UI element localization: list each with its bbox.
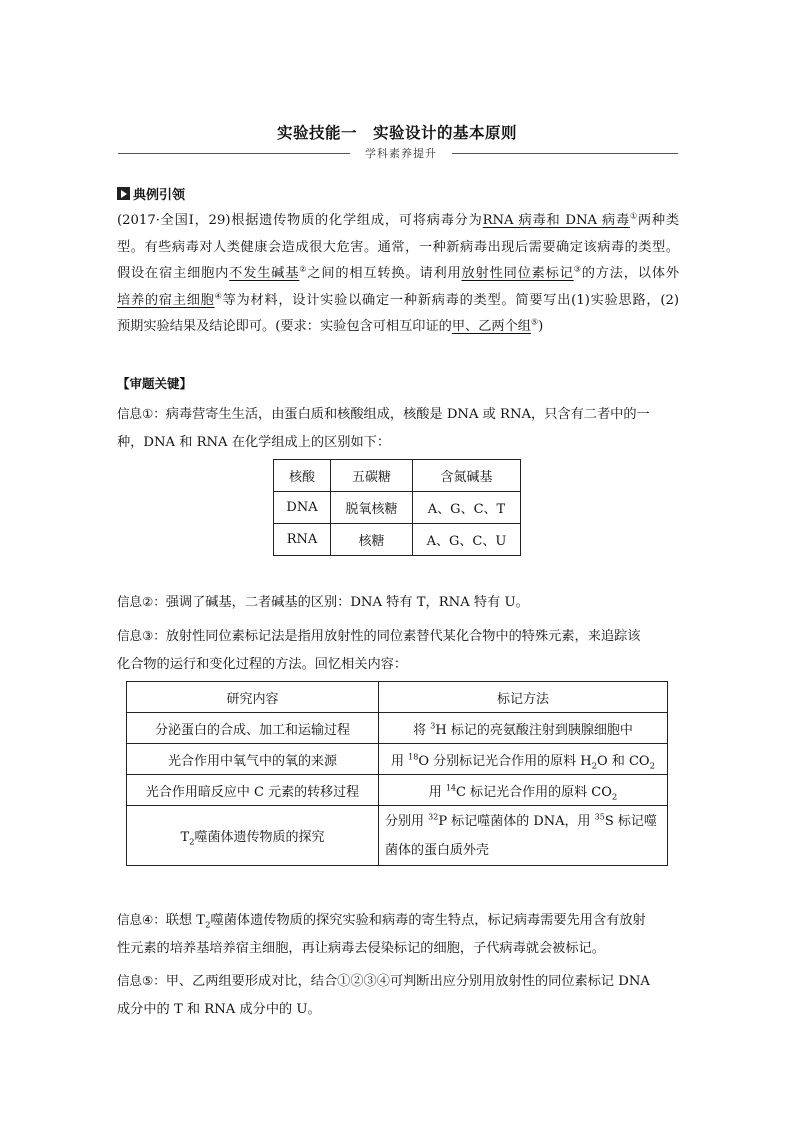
table-row: 光合作用暗反应中 C 元素的转移过程 用 $^{14}$C 标记光合作用的原料 $CO_2$ <box>127 775 668 806</box>
table-row: DNA 脱氧核糖 A、G、C、T <box>274 492 521 524</box>
table-row: 光合作用中氧气中的氧的来源 用 $^{18}$O 分别标记光合作用的原料 $H_2O$ 和 $CO_2$ <box>127 744 668 775</box>
divider-line-left <box>118 153 350 154</box>
info-1: 信息①：病毒营寄生生活，由蛋白质和核酸组成，核酸是 DNA 或 RNA，只含有二者中的一 种，DNA 和 RNA 在化学组成上的区别如下： <box>117 406 650 450</box>
table-header-row: 核酸 五碳糖 含氮碱基 <box>274 460 521 492</box>
isotope-labeling-table <box>126 681 668 866</box>
problem-line-4: 培养的宿主细胞④等为材料，设计实验以确定一种新病毒的类型。简要写出(1)实验思路，(2) <box>117 291 680 308</box>
info-3: 信息③：放射性同位素标记法是指用放射性的同位素替代某化合物中的特殊元素，来追踪该 化合物的运行和变化过程的方法。回忆相关内容： <box>117 628 641 672</box>
info-4: 信息④：联想 $T_2$噬菌体遗传物质的探究实验和病毒的寄生特点，标记病毒需要先用含有放射 性元素的培养基培养宿主细胞，再让病毒去侵染标记的细胞，子代病毒就会被标记。 <box>117 912 646 956</box>
nucleic-acid-table <box>273 459 521 556</box>
table-row: 分泌蛋白的合成、加工和运输过程 将 $^3$H 标记的亮氨酸注射到胰腺细胞中 <box>127 713 668 744</box>
subtitle: 学科素养提升 <box>365 147 437 160</box>
problem-line-3: 假设在宿主细胞内不发生碱基②之间的相互转换。请利用放射性同位素标记③的方法，以体外 <box>117 264 680 281</box>
problem-line-1: (2017·全国Ⅰ，29)根据遗传物质的化学组成，可将病毒分为RNA 病毒和 DNA 病毒①两种类 <box>117 211 680 228</box>
info-5: 信息⑤：甲、乙两组要形成对比，结合①②③④可判断出应分别用放射性的同位素标记 DNA 成分中的 T 和 RNA 成分中的 U。 <box>117 973 650 1017</box>
problem-line-5: 预期实验结果及结论即可。(要求：实验包含可相互印证的甲、乙两个组⑤) <box>117 317 544 334</box>
table-row: $T_2$噬菌体遗传物质的探究 分别用 $^{32}$P 标记噬菌体的 DNA，用 $^{35}$S 标记噬 菌体的蛋白质外壳 <box>127 806 668 866</box>
info-3-label: 信息③： <box>117 628 166 643</box>
table-header-row: 研究内容 标记方法 <box>127 682 668 713</box>
info-2-label: 信息②： <box>117 594 166 609</box>
problem-paragraph <box>117 208 679 341</box>
subtitle-divider <box>118 143 678 163</box>
key-heading: 【审题关键】 <box>117 376 193 391</box>
divider-line-right <box>452 153 678 154</box>
info-4-label: 信息④： <box>117 912 166 927</box>
play-triangle-icon <box>117 187 130 200</box>
section-label: 典例引领 <box>133 188 186 203</box>
section-heading <box>117 184 185 203</box>
problem-line-2: 型。有些病毒对人类健康会造成很大危害。通常，一种新病毒出现后需要确定该病毒的类型。 <box>117 239 679 255</box>
info-5-label: 信息⑤： <box>117 973 166 988</box>
info-2: 信息②：强调了碱基，二者碱基的区别：DNA 特有 T，RNA 特有 U。 <box>117 594 529 610</box>
table-row: RNA 核糖 A、G、C、U <box>274 524 521 556</box>
info-1-label: 信息①： <box>117 406 166 421</box>
page-title: 实验技能一 实验设计的基本原则 <box>276 124 517 142</box>
